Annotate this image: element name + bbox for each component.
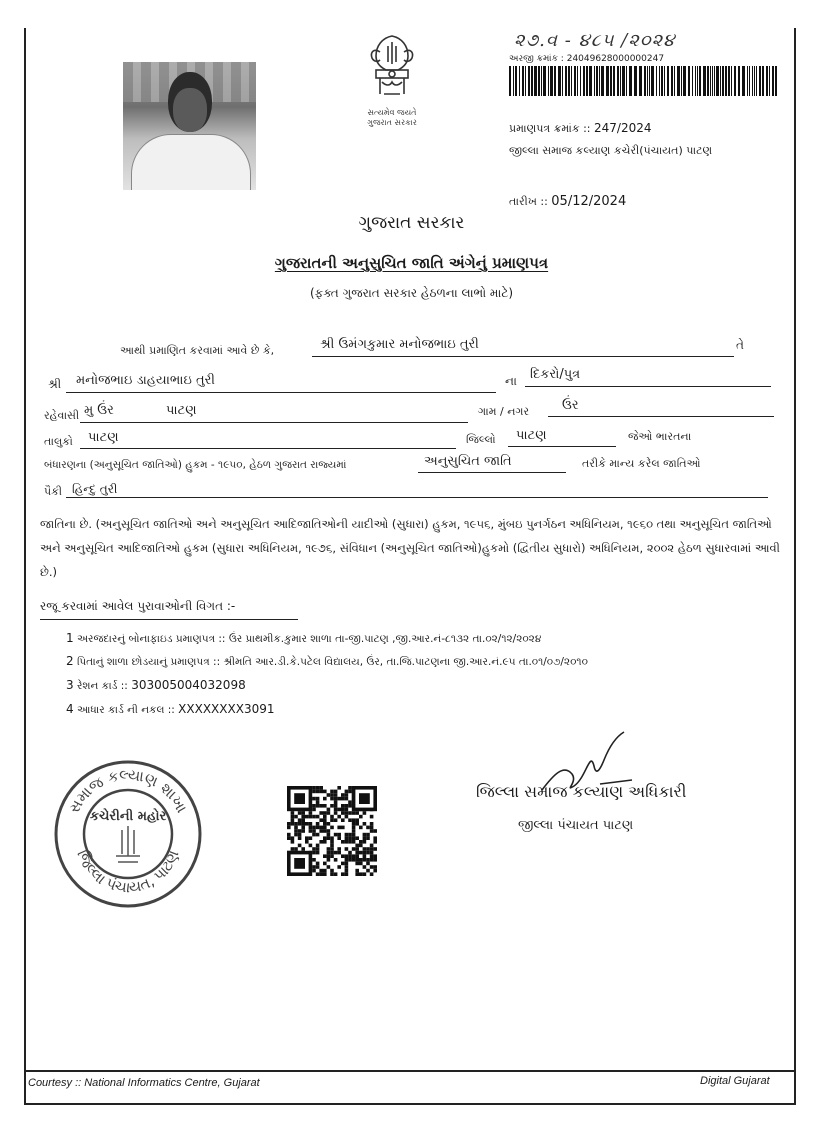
applicant-name-line [312, 356, 734, 357]
issue-date [509, 194, 626, 209]
legal-paragraph: જાતિના છે. (અનુસૂચિત જાતિઓ અને અનુસૂચિત આદિજાતિઓની યાદીઓ (સુધારા) હુકમ, ૧૯૫૬, મુંબઇ પુનર્ગઠન અધિનિયમ, ૧૯૬૦ તથા અનુસૂચિત જાતિઓ અને અનુસૂચિત આદિજાતિઓ હુકમ (સુધારા અધિનિયમ, ૧૯૭૬, સંવિધાન (અનુસૂચિત જાતિઓ)હુકમો (દ્વિતીય સુધારો) અધિનિયમ, ૨૦૦૨ હેઠળ સુધારવામાં આવી છે.) [40, 517, 780, 579]
whoever-label: જેઓ ભારતના [628, 430, 692, 443]
seal-bottom-text: જિલ્લા પંચાયત, પાટણ [73, 847, 183, 897]
proof-item [66, 702, 274, 717]
category-value: અનુસુચિત જાતિ [424, 454, 512, 469]
proofs-title: રજૂ કરવામાં આવેલ પુરાવાઓની વિગત :- [40, 599, 236, 613]
issuing-office: જીલ્લા સમાજ કલ્યાણ કચેરી(પંચાયત) પાટણ [509, 144, 713, 157]
certificate-title [0, 254, 823, 272]
seal-top-text: સમાજ કલ્યાણ શાખા [65, 765, 191, 816]
footer-divider [24, 1070, 796, 1072]
application-number-label: અરજી ક્રમાંક : [509, 54, 564, 64]
relation-line [525, 386, 771, 387]
signature-subtitle: જીલ્લા પંચાયત પાટણ [518, 818, 634, 833]
village-line [548, 416, 774, 417]
date-value: 05/12/2024 [551, 194, 627, 209]
proof-value: XXXXXXXX3091 [178, 702, 275, 716]
seal-center-text: કચેરીની મહોર [89, 809, 167, 824]
district-label: જિલ્લો [466, 433, 496, 446]
recognized-text: તરીકે માન્ય કરેલ જાતિઓ [582, 457, 701, 470]
proof-value: 303005004032098 [131, 678, 246, 692]
caste-line [66, 497, 768, 498]
proof-label: આધાર કાર્ડ ની નકલ :: [76, 704, 175, 716]
taluka-line [80, 448, 456, 449]
certificate-title-text: ગુજરાતની અનુસુચિત જાતિ અંગેનું પ્રમાણપત્ર [274, 254, 549, 272]
order-text: બંધારણના (અનુસૂચિત જાતિઓ) હુકમ - ૧૯૫૦, હેઠળ ગુજરાત રાજ્યમાં [44, 459, 347, 471]
proof-number: 1 [66, 631, 74, 645]
certificate-number [509, 121, 652, 136]
barcode [509, 66, 777, 96]
taluka-value: પાટણ [88, 430, 119, 445]
resident-value-district: પાટણ [166, 403, 197, 418]
village-value: ઉંર [562, 398, 579, 413]
courtesy-footer: Courtesy :: National Informatics Centre, Gujarat [28, 1077, 260, 1089]
father-name: મનોજભાઇ ડાહયાભાઇ તુરી [76, 373, 216, 388]
relation-value: દિકરો/પુત્ર [530, 367, 581, 382]
village-label: ગામ / નગર [478, 405, 530, 418]
proof-label: રેશન કાર્ડ :: [76, 680, 128, 692]
resident-line [80, 422, 468, 423]
resident-value: મુ ઉંર [84, 403, 114, 418]
proof-item [66, 678, 246, 693]
handwritten-reference: ૨૭.વ - ૪૮૫ /૨૦૨૪ [514, 30, 676, 51]
taluka-label: તાલુકો [44, 435, 73, 448]
district-line [508, 446, 616, 447]
proof-number: 3 [66, 678, 74, 692]
qr-code [287, 786, 377, 888]
emblem-gov-name: ગુજરાત સરકાર [367, 118, 417, 127]
application-number [509, 54, 664, 64]
caste-prefix: પૈકી [44, 485, 63, 498]
proof-value: ઉંર પ્રાથમીક.કુમાર શાળા તા-જી.પાટણ ,જી.આર.નં-૮૧૩૨ તા.૦૨/૧૨/૨૦૨૪ [228, 633, 542, 645]
proof-label: અરજદારનું બોનાફાઇડ પ્રમાણપત્ર :: [76, 633, 226, 645]
caste-value: હિન્દુ તુરી [72, 482, 118, 496]
district-value: પાટણ [516, 428, 547, 443]
proof-number: 2 [66, 654, 74, 668]
bottom-border [24, 1103, 796, 1105]
date-label: તારીખ :: [509, 195, 548, 208]
certificate-number-label: પ્રમાણપત્ર ક્રમાંક :: [509, 122, 591, 135]
certificate-number-value: 247/2024 [594, 121, 652, 135]
proof-item [66, 654, 588, 669]
father-name-line [66, 392, 496, 393]
te-label: તે [736, 338, 744, 352]
na-label: ના [505, 374, 517, 388]
proof-label: પિતાનું શાળા છોડયાનું પ્રમાણપત્ર :: [76, 656, 221, 668]
applicant-photo [123, 62, 256, 190]
signature-title: જિલ્લા સમાજ કલ્યાણ અધિકારી [476, 782, 687, 801]
office-seal-icon [52, 758, 204, 910]
shri-label: શ્રી [48, 377, 62, 391]
resident-label: રહેવાસી [44, 409, 80, 422]
applicant-name: શ્રી ઉમંગકુમાર મનોજભાઇ તુરી [320, 337, 479, 352]
application-number-value: 24049628000000247 [566, 54, 665, 64]
emblem-caption [340, 108, 444, 128]
certify-label: આથી પ્રમાણિત કરવામાં આવે છે કે, [120, 344, 275, 357]
national-emblem-icon [362, 32, 422, 106]
category-line [418, 472, 566, 473]
proof-value: શ્રીમતિ આર.ડી.કે.પટેલ વિદ્યાલય, ઉંર, તા.જિ.પાટણના જી.આર.નં.૯૫ તા.૦૧/૦૭/૨૦૧૦ [223, 656, 588, 668]
certificate-note: (ફક્ત ગુજરાત સરકાર હેઠળના લાભો માટે) [309, 286, 514, 300]
digital-gujarat-footer: Digital Gujarat [700, 1075, 770, 1087]
emblem-motto: સત્યમેવ જયતે [367, 108, 417, 117]
government-title: ગુજરાત સરકાર [358, 213, 465, 233]
proof-number: 4 [66, 702, 74, 716]
proofs-title-underline [40, 619, 298, 620]
proof-item [66, 631, 541, 646]
